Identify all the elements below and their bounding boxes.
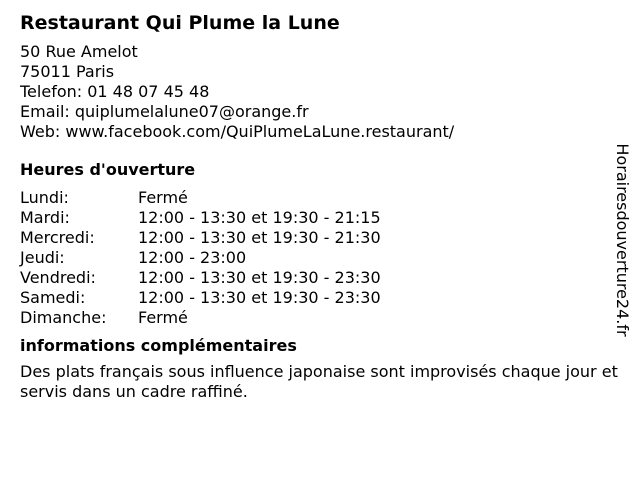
side-watermark-brand: Horairesdouverture24.fr (613, 143, 632, 337)
hours-time: 12:00 - 13:30 et 19:30 - 23:30 (138, 288, 381, 307)
hours-day: Vendredi: (20, 268, 96, 287)
hours-time: 12:00 - 23:00 (138, 248, 247, 267)
hours-day: Mercredi: (20, 228, 95, 247)
email-line: Email: quiplumelalune07@orange.fr (20, 102, 309, 121)
hours-row-lundi (20, 188, 620, 208)
address-city: 75011 Paris (20, 62, 115, 81)
opening-hours-title: Heures d'ouverture (20, 160, 196, 179)
address-street: 50 Rue Amelot (20, 42, 138, 61)
hours-day: Lundi: (20, 188, 69, 207)
hours-row-mardi (20, 208, 620, 228)
hours-time: Fermé (138, 188, 188, 207)
additional-info-text: Des plats français sous influence japonaise sont improvisés chaque jour et servis dans un cadre raffiné. (20, 362, 618, 401)
restaurant-name: Restaurant Qui Plume la Lune (20, 12, 340, 34)
phone-line: Telefon: 01 48 07 45 48 (20, 82, 210, 101)
web-line: Web: www.facebook.com/QuiPlumeLaLune.restaurant/ (20, 122, 455, 141)
hours-row-samedi (20, 288, 620, 308)
hours-time: Fermé (138, 308, 188, 327)
opening-hours-table (20, 188, 620, 328)
hours-day: Samedi: (20, 288, 86, 307)
hours-day: Jeudi: (20, 248, 65, 267)
hours-day: Dimanche: (20, 308, 107, 327)
additional-info-title: informations complémentaires (20, 336, 297, 355)
hours-row-jeudi (20, 248, 620, 268)
hours-row-vendredi (20, 268, 620, 288)
hours-row-dimanche (20, 308, 620, 328)
hours-time: 12:00 - 13:30 et 19:30 - 23:30 (138, 268, 381, 287)
hours-row-mercredi (20, 228, 620, 248)
hours-time: 12:00 - 13:30 et 19:30 - 21:15 (138, 208, 381, 227)
restaurant-card (20, 9, 620, 402)
hours-day: Mardi: (20, 208, 70, 227)
contact-block (20, 42, 620, 142)
hours-time: 12:00 - 13:30 et 19:30 - 21:30 (138, 228, 381, 247)
